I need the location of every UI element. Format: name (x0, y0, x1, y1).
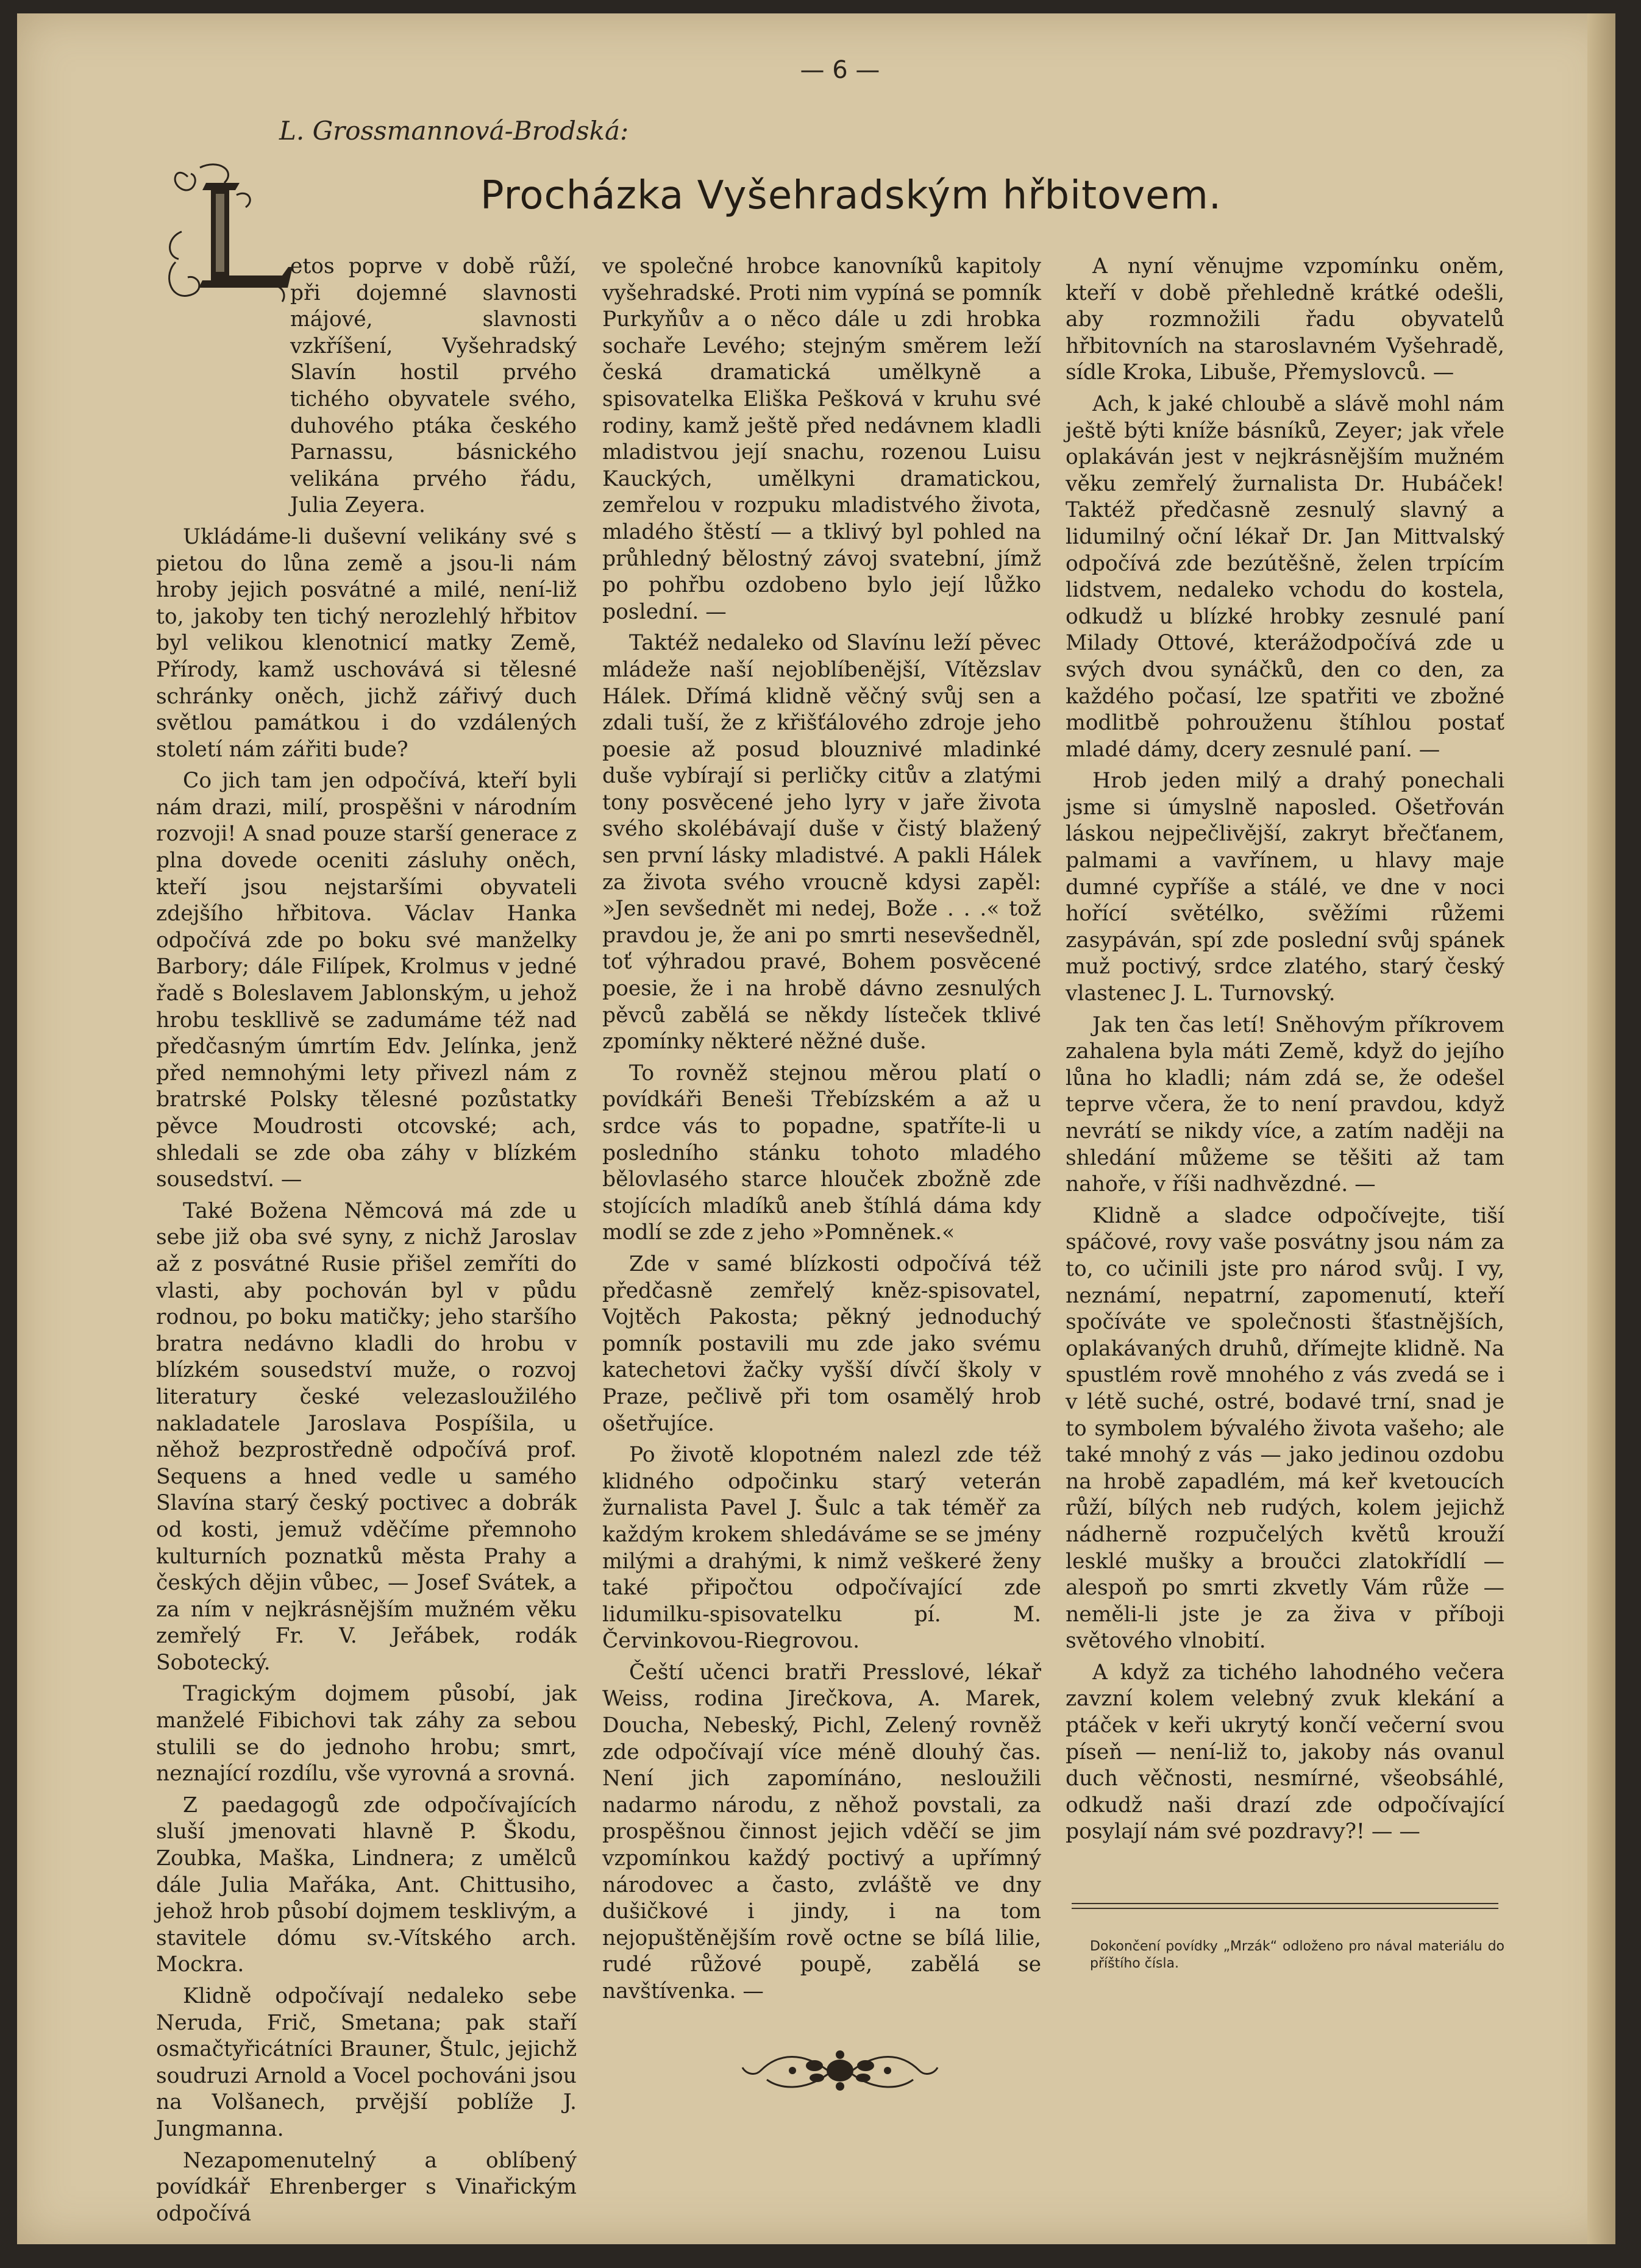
paragraph: Ach, k jaké chloubě a slávě mohl nám ještě býti kníže básníků, Zeyer; jak vřele oplakáván jest v nejkrásnějším mužném věku zemřelý žurnalista Dr. Hubáček! Taktéž předčasně zesnulý slavný a lidumilný oční lékař Dr. Jan Mittvalský odpočívá zde bezútěšně, želen trpícím lidstvem, nedaleko vchodu do kostela, odkudž u blízké hrobky zesnulé paní Milady Ottové, kterážodpočívá zde u svých dvou synáčků, den co den, za každého počasí, lze spatřiti ve zbožné modlitbě pohrouženu štíhlou postať mladé dámy, dcery zesnulé paní. — (1066, 391, 1504, 762)
page-number: — 6 — (800, 56, 880, 84)
paragraph: To rovněž stejnou měrou platí o povídkáři Beneši Třebízském a až u srdce vás to popadne, spatříte-li u posledního stánku tohoto mladého bělovlasého starce hlouček zbožně zde stojících mladíků aneb štíhlá dáma kdy modlí se zde z jeho »Pomněnek.« (602, 1061, 1041, 1245)
paragraph: Taktéž nedaleko od Slavínu leží pěvec mládeže naší nejoblíbenější, Vítězslav Hálek. Dřímá klidně věčný svůj sen a zdali tuší, že z křišťálového zdroje jeho poesie až posud blouznivé mladinké duše vybírají si perličky citův a zlatými tony posvěcené jeho lyry v jaře života svého skolébávají duše v čistý blažený sen první lásky mladistvé. A pakli Hálek za života svého vroucně kdysi zapěl: »Jen sevšednět mi nedej, Bože . . .« tož pravdou je, že ani po smrti nesevšedněl, toť výhradou pravé, Bohem posvěcené poesie, že i na hrobě dávno zesnulých pěvců zabělá se někdy lísteček tklivé zpomínky některé něžné duše. (602, 631, 1041, 1054)
paragraph: Jak ten čas letí! Sněhovým příkrovem zahalena byla máti Země, když do jejího lůna ho kladli; nám zdá se, že odešel teprve včera, že to není pravdou, když nevrátí se nikdy více, a zatím naději na shledání můžeme se těšiti až tam nahoře, v říši nadhvězdné. — (1066, 1012, 1504, 1197)
paragraph: Co jich tam jen odpočívá, kteří byli nám drazi, milí, prospěšni v národním rozvoji! A snad pouze starší generace z plna dovede oceniti zásluhy oněch, kteří jsou nejstaršími obyvateli zdejšího hřbitova. Václav Hanka odpočívá zde po boku své manželky Barbory; dále Filípek, Krolmus v jedné řadě s Boleslavem Jablonským, u jehož hrobu teskllivě se zadumáme též nad předčasným úmrtím Edv. Jelínka, jenž před nemnohými lety přivezl nám z bratrské Polsky tělesné pozůstatky pěvce Moudrosti otcovské; ach, shledali se zde oba záhy v blízkém sousedství. — (156, 769, 577, 1192)
paragraph: etos poprve v době růží, při dojemné slavnosti májové, slavnosti vzkříšení, Vyšehradský Slavín hostil prvého tichého obyvatele svého, duhového ptáka českého Parnassu, básnického velikána prvého řádu, Julia Zeyera. (290, 254, 577, 518)
paragraph: Po životě klopotném nalezl zde též klidného odpočinku starý veterán žurnalista Pavel J. Šulc a tak téměř za každým krokem shledáváme se se jmény milými a drahými, k nimž veškeré ženy také připočtou odpočívající zde lidumilku-spisovatelku pí. M. Červinkovou-Riegrovou. (602, 1443, 1041, 1654)
paragraph: Hrob jeden milý a drahý ponechali jsme si úmyslně naposled. Ošetřován láskou nejpečlivější, zakryt břečťanem, palmami a vavřínem, u hlavy maje dumné cypříše a stálé, ve dne v noci hořící světélko, svěžími růžemi zasypáván, spí zde poslední svůj spánek muž poctivý, srdce zlatého, starý český vlastenec J. L. Turnovský. (1066, 769, 1504, 1006)
floral-ornament-icon (736, 2046, 944, 2095)
text-column-1 (156, 254, 577, 2227)
divider-rule (1072, 1908, 1498, 1909)
paragraph: Také Božena Němcová má zde u sebe již oba své syny, z nichž Jaroslav až z posvátné Rusie přišel zemříti do vlasti, aby pochován byl v půdu rodnou, po boku matičky; jeho staršího bratra nedávno kladli do hrobu v blízkém sousedství muže, o rozvoj literatury české velezasloužilého nakladatele Jaroslava Pospíšila, u něhož bezprostředně odpočívá prof. Sequens a hned vedle u samého Slavína starý český poctivec a dobrák od kosti, jemuž vděčíme přemnoho kulturních poznatků města Prahy a českých dějin vůbec, — Josef Svátek, a za ním v nejkrásnějším mužném věku zemřelý Fr. V. Jeřábek, rodák Sobotecký. (156, 1198, 577, 1675)
divider-rule (1072, 1903, 1498, 1904)
text-column-3 (1066, 254, 1504, 1846)
paragraph: Nezapomenutelný a oblíbený povídkář Ehrenberger s Vinařickým odpočívá (156, 2148, 577, 2226)
paragraph: Zde v samé blízkosti odpočívá též předčasně zemřelý kněz-spisovatel, Vojtěch Pakosta; pěkný jednoduchý pomník postavili mu zde jako svému katechetovi žačky vyšší dívčí školy v Praze, pečlivě při tom osamělý hrob ošetřujíce. (602, 1251, 1041, 1436)
newspaper-page (17, 13, 1615, 2244)
paragraph: Tragickým dojmem působí, jak manželé Fibichovi tak záhy za sebou stulili se do jednoho hrobu; smrt, neznající rozdílu, vše vyrovná a srovná. (156, 1682, 577, 1786)
paragraph: Z paedagogů zde odpočívajících sluší jmenovati hlavně P. Škodu, Zoubka, Maška, Lindnera; z umělců dále Julia Mařáka, Ant. Chittusiho, jehož hrob působí dojmem tesklivým, a stavitele dómu sv.-Vítského arch. Mockra. (156, 1793, 577, 1977)
paragraph: ve společné hrobce kanovníků kapitoly vyšehradské. Proti nim vypíná se pomník Purkyňův a o něco dále u zdi hrobka sochaře Levého; stejným směrem leží česká dramatická umělkyně a spisovatelka Eliška Pešková v kruhu své rodiny, kamž ještě před nedávnem kladli mladistvou její snachu, rozenou Luisu Kauckých, umělkyni dramatickou, zemřelou v rozpuku mladistvého života, mladého štěstí — a tklivý byl pohled na průhledný bělostný závoj svatební, jímž po pohřbu ozdobeno bylo její lůžko poslední. — (602, 254, 1041, 624)
paragraph: Klidně odpočívají nedaleko sebe Neruda, Frič, Smetana; pak staří osmačtyřicátníci Brauner, Štulc, jejichž soudruzi Arnold a Vocel pochováni jsou na Volšanech, prvější poblíže J. Jungmanna. (156, 1984, 577, 2141)
page-spine-edge (1587, 13, 1615, 2244)
paragraph: A když za tichého lahodného večera zavzní kolem velebný zvuk klekání a ptáček v keři ukrytý končí večerní svou píseň — není-liž to, jakoby nás ovanul duch věčnosti, nesmírné, všeobsáhlé, odkudž naši drazí zde odpočívající posylají nám své pozdravy?! — — (1066, 1660, 1504, 1844)
editorial-note: Dokončení povídky „Mrzák“ odloženo pro nával materiálu do příštího čísla. (1090, 1939, 1504, 1971)
article-author: L. Grossmannová-Brodská: (279, 116, 629, 146)
paragraph: Klidně a sladce odpočívejte, tiší spáčové, rovy vaše posvátny jsou nám za to, co učinili jste pro národ svůj. I vy, neznámí, nepatrní, zapomenutí, kteří spočíváte ve společnosti šťastnějších, oplakávaných druhů, dřímejte klidně. Na spustlém rově mnohého z vás zvedá se i v létě suché, ostré, bodavé trní, snad je to symbolem bývalého života vašeho; ale také mnohý z vás — jako jedinou ozdobu na hrobě zapadlém, má keř kvetoucích růží, bílých neb rudých, kolem jejichž nádherně rozpučelých květů krouží lesklé mušky a broučci zlatokřídlí — alespoň po smrti zkvetly Vám růže — neměli-li jste je za živa v příboji světového vlnobití. (1066, 1203, 1504, 1654)
article-title: Procházka Vyšehradským hřbitovem. (480, 173, 1222, 218)
paragraph: Čeští učenci bratři Presslové, lékař Weiss, rodina Jirečkova, A. Marek, Doucha, Nebeský, Pichl, Zelený rovněž zde odpočívají více méně dlouhý čas. Není jich zapomínáno, nesloužili nadarmo národu, z něhož povstali, za prospěšnou činnost jejich vděčí se jim vzpomínkou každý poctivý a upřímný národovec a často, zvláště ve dny dušičkové i jindy, i na tom nejopuštěnějším rově octne se bílá lilie, rudé růžové poupě, zabělá se navštívenka. — (602, 1660, 1041, 2003)
paragraph: A nyní věnujme vzpomínku oněm, kteří v době přehledně krátké odešli, aby rozmnožili řadu obyvatelů hřbitovních na staroslavném Vyšehradě, sídle Kroka, Libuše, Přemyslovců. — (1066, 254, 1504, 385)
paragraph: Ukládáme-li duševní velikány své s pietou do lůna země a jsou-li nám hroby jejich posvátné a milé, není-liž to, jakoby ten tichý nerozlehlý hřbitov byl velikou klenotnicí matky Země, Přírody, kamž uschovává si tělesné schránky oněch, jichž zářivý duch světlou památkou i do vzdálených století nám zářiti bude? (156, 524, 577, 762)
text-column-2 (602, 254, 1041, 2005)
